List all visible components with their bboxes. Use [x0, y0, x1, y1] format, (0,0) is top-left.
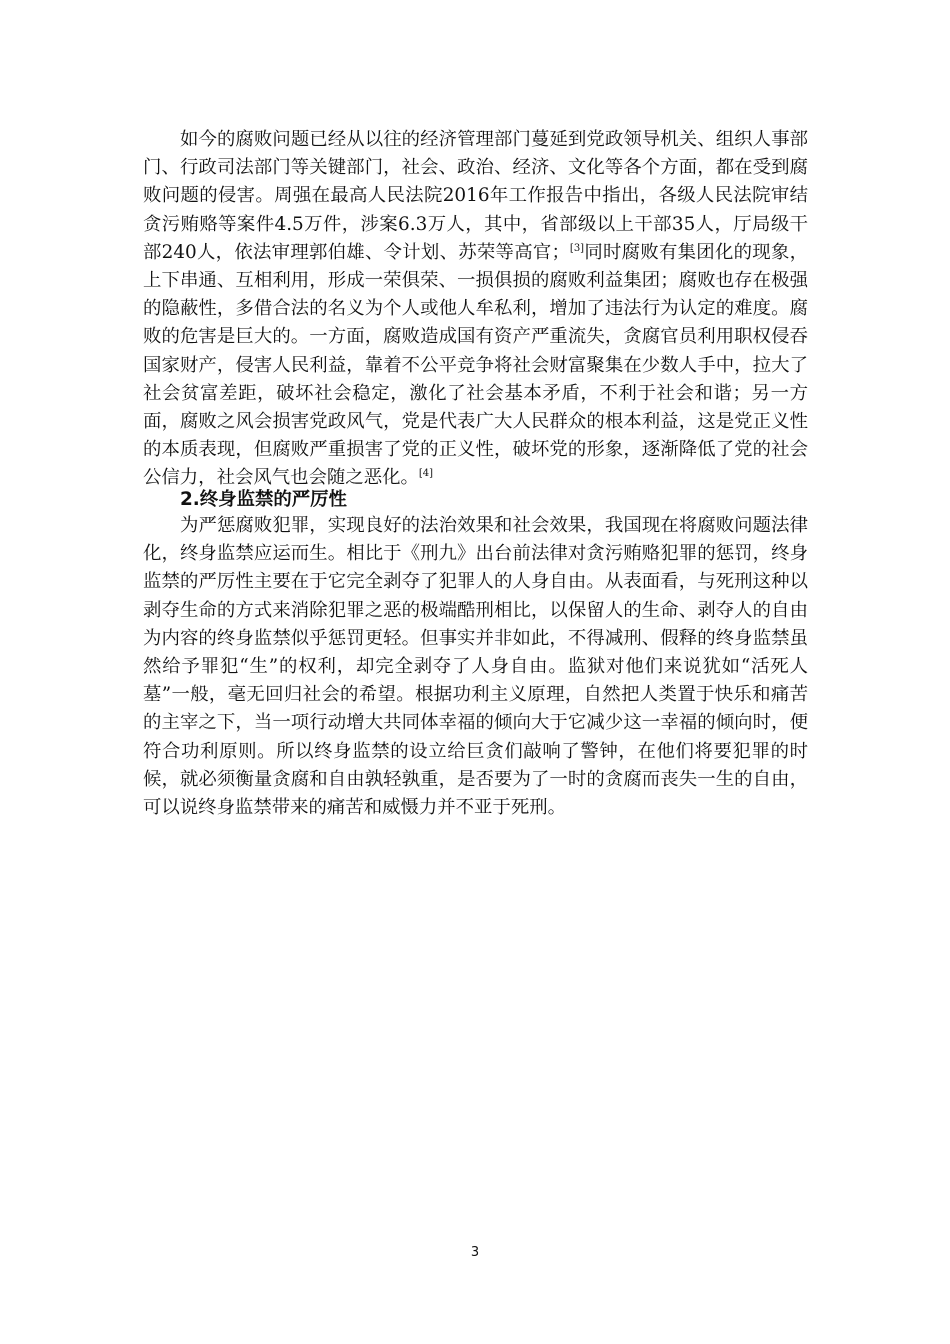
- body-paragraph: [143, 126, 808, 493]
- paragraph-text: 同时腐败有集团化的现象，上下串通、互相利用，形成一荣俱荣、一损俱损的腐败利益集团；腐败也存在极强的隐蔽性，多借合法的名义为个人或他人牟私利，增加了违法行为认定的难度。腐败的危害是巨大的。一方面，腐败造成国有资产严重流失，贪腐官员利用职权侵吞国家财产，侵害人民利益，靠着不公平竞争将社会财富聚集在少数人手中，拉大了社会贫富差距，破坏社会稳定，激化了社会基本矛盾，不利于社会和谐；另一方面，腐败之风会损害党政风气，党是代表广大人民群众的根本利益，这是党正义性的本质表现，但腐败严重损害了党的正义性，破坏党的形象，逐渐降低了党的社会公信力，社会风气也会随之恶化。: [143, 241, 808, 489]
- page-number: 3: [470, 1245, 480, 1260]
- paragraph-text: 如今的腐败问题已经从以往的经济管理部门蔓延到党政领导机关、组织人事部门、行政司法部门等关键部门，社会、政治、经济、文化等各个方面，都在受到腐败问题的侵害。周强在最高人民法院2016年工作报告中指出，各级人民法院审结贪污贿赂等案件4.5万件，涉案6.3万人，其中，省部级以上干部35人，厅局级干部240人，依法审理郭伯雄、令计划、苏荣等高官；: [143, 129, 808, 263]
- body-paragraph: 为严惩腐败犯罪，实现良好的法治效果和社会效果，我国现在将腐败问题法律化，终身监禁应运而生。相比于《刑九》出台前法律对贪污贿赂犯罪的惩罚，终身监禁的严厉性主要在于它完全剥夺了犯罪人的人身自由。从表面看，与死刑这种以剥夺生命的方式来消除犯罪之恶的极端酷刑相比，以保留人的生命、剥夺人的自由为内容的终身监禁似乎惩罚更轻。但事实并非如此，不得减刑、假释的终身监禁虽然给予罪犯“生”的权利，却完全剥夺了人身自由。监狱对他们来说犹如“活死人墓”一般，毫无回归社会的希望。根据功利主义原理，自然把人类置于快乐和痛苦的主宰之下，当一项行动增大共同体幸福的倾向大于它减少这一幸福的倾向时，便符合功利原则。所以终身监禁的设立给巨贪们敲响了警钟，在他们将要犯罪的时候，就必须衡量贪腐和自由孰轻孰重，是否要为了一时的贪腐而丧失一生的自由，可以说终身监禁带来的痛苦和威慑力并不亚于死刑。: [143, 515, 808, 819]
- citation-reference: [3]: [569, 242, 585, 254]
- section-heading: 2.终身监禁的严厉性: [180, 489, 347, 510]
- citation-reference: [4]: [418, 468, 434, 480]
